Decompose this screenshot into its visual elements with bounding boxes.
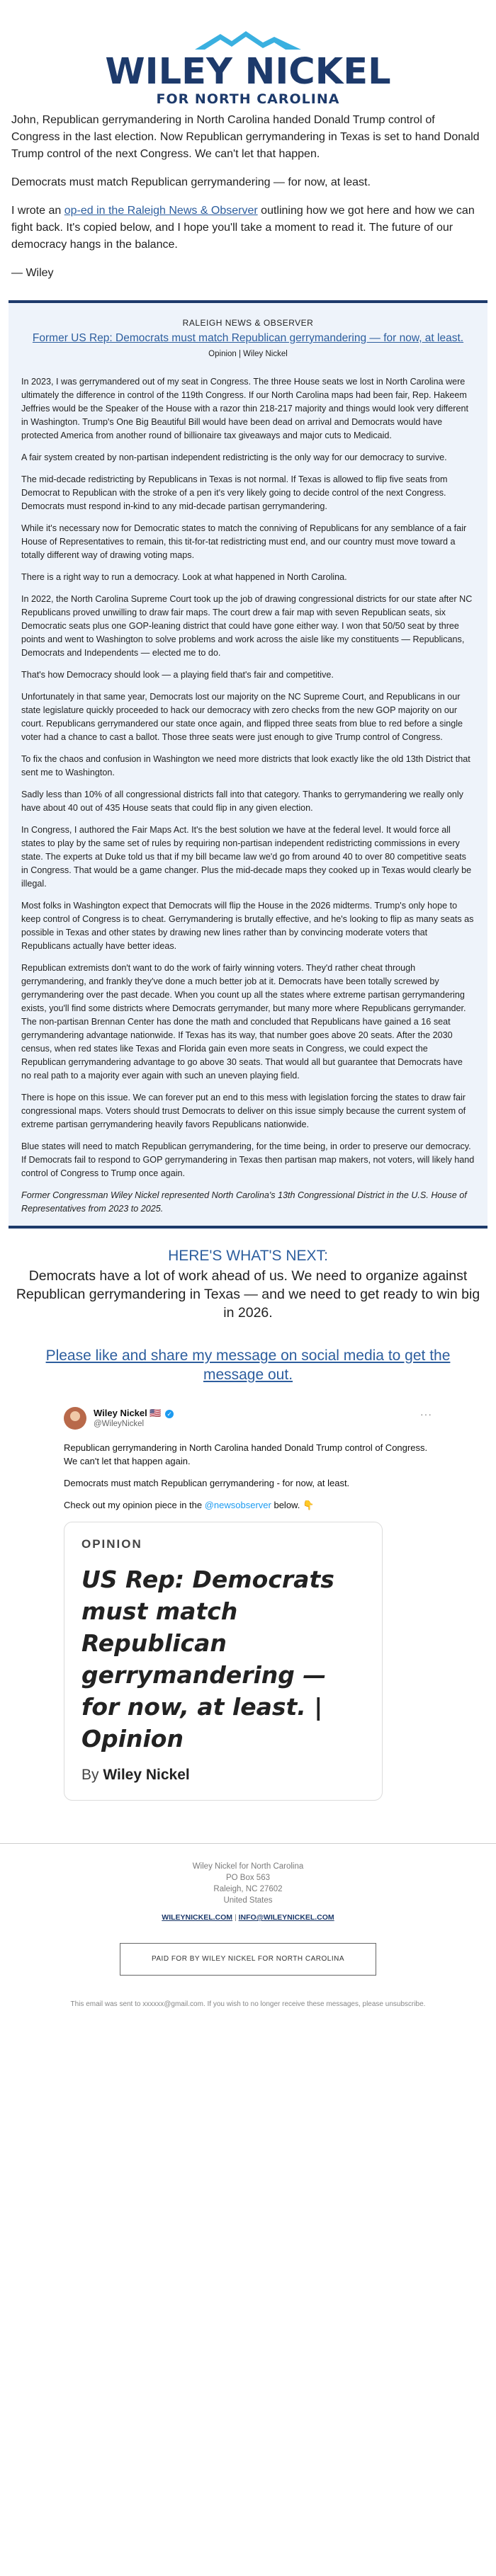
- article-paragraph: Sadly less than 10% of all congressional districts fall into that category. Thanks to gerrymandering we really only have about 40 out of 435 House seats that could flip in any given election.: [21, 790, 463, 813]
- footer-links: [0, 1912, 496, 1923]
- footer-country: United States: [223, 1896, 273, 1905]
- footer-city: Raleigh, NC 27602: [213, 1885, 283, 1893]
- mention-link[interactable]: @newsobserver: [204, 1500, 271, 1510]
- article-paragraph: There is a right way to run a democracy. Look at what happened in North Carolina.: [21, 572, 347, 582]
- link-preview-card[interactable]: [64, 1522, 383, 1801]
- article-title-link[interactable]: Former US Rep: Democrats must match Republican gerrymandering — for now, at least.: [32, 332, 464, 344]
- intro-paragraph: [11, 203, 485, 253]
- next-text: Democrats have a lot of work ahead of us. We need to organize against Republican gerrymandering in Texas — and we need to get ready to win big in 2026.: [16, 1268, 480, 1321]
- article-byline: Opinion | Wiley Nickel: [208, 350, 288, 358]
- intro-paragraph: John, Republican gerrymandering in North Carolina handed Donald Trump control of Congress in the last election. Now Republican gerrymandering in Texas is set to hand Donald Trump control of the next Congress. We can't let that happen.: [11, 114, 480, 160]
- article-title: [21, 331, 475, 346]
- article-paragraph: Blue states will need to match Republican gerrymandering, for the time being, in order to preserve our democracy. If Democrats fail to respond to GOP gerrymandering in Texas then partisan map makers, not voters, will likely hand control of Congress to Trump once again.: [21, 1141, 475, 1178]
- footer-separator: |: [232, 1913, 239, 1922]
- tweet-text: Republican gerrymandering in North Carolina handed Donald Trump control of Congress. We can't let that happen again.: [64, 1442, 428, 1466]
- card-byline: [81, 1766, 365, 1784]
- tweet-body: [64, 1441, 432, 1512]
- intro-text: I wrote an: [11, 205, 64, 217]
- article-paragraph: In 2022, the North Carolina Supreme Court took up the job of drawing congressional districts for our state after NC Republicans proved unwilling to draw fair maps. The court drew a fair map with seven Republican seats, six Democratic seats plus one GOP-leaning district that could have gone either way. I won that 50/50 seat by three points and went to Washington to solve problems and work across the aisle like my constituents — Republicans, Democrats and Independents — elected me to do.: [21, 594, 473, 658]
- card-title: US Rep: Democrats must match Republican gerrymandering — for now, at least. | Opinion: [81, 1566, 334, 1753]
- paid-for-disclaimer: PAID FOR BY WILEY NICKEL FOR NORTH CAROLINA: [120, 1943, 376, 1976]
- card-by-label: By: [81, 1767, 99, 1783]
- article-paragraph: To fix the chaos and confusion in Washington we need more districts that look exactly like the old 13th District that sent me to Washington.: [21, 754, 470, 777]
- footer-pobox: PO Box 563: [225, 1874, 270, 1882]
- unsubscribe-text[interactable]: This email was sent to xxxxxx@gmail.com. If you wish to no longer receive these messages, please unsubscribe.: [70, 2000, 426, 2008]
- email-link[interactable]: INFO@WILEYNICKEL.COM: [238, 1913, 334, 1922]
- intro-paragraph: Democrats must match Republican gerrymandering — for now, at least.: [11, 176, 371, 188]
- article-paragraph: In 2023, I was gerrymandered out of my seat in Congress. The three House seats we lost in North Carolina were ultimately the difference in control of the 119th Congress. If our North Carolina maps had been fair, Rep. Hakeem Jeffries would be the Speaker of the House with a razor thin 218-217 majority and things would look very different in Washington. Trump's One Big Beautiful Bill would have been dead on arrival and Democrats would have protected America from another round of billionaire tax giveaways and major cuts to Medicaid.: [21, 377, 468, 440]
- tweet-text: Democrats must match Republican gerrymandering - for now, at least.: [64, 1478, 350, 1488]
- logo-name: WILEY NICKEL: [105, 51, 391, 93]
- next-heading: HERE'S WHAT'S NEXT:: [168, 1248, 328, 1264]
- card-kicker: OPINION: [81, 1537, 142, 1551]
- op-ed-link[interactable]: op-ed in the Raleigh News & Observer: [64, 205, 258, 217]
- article-paragraph: The mid-decade redistricting by Republicans in Texas is not normal. If Texas is allowed to flip five seats from Democrat to Republican with the stroke of a pen it's very likely going to decide control of the next Congress. Democrats must respond in-kind to any mid-decade partisan gerrymandering.: [21, 474, 448, 511]
- card-author: Wiley Nickel: [103, 1767, 190, 1783]
- embedded-tweet[interactable]: [64, 1404, 432, 1815]
- tweet-handle: @WileyNickel: [94, 1420, 145, 1428]
- website-link[interactable]: WILEYNICKEL.COM: [162, 1913, 233, 1922]
- avatar: [64, 1407, 86, 1430]
- article-paragraph: While it's necessary now for Democratic states to match the conniving of Republicans for any semblance of a fair House of Representatives to remain, this tit-for-tat redistricting must end, and our country must move toward a totally different way of drawing voting maps.: [21, 523, 467, 560]
- article-paragraph: A fair system created by non-partisan independent redistricting is the only way for our democracy to survive.: [21, 452, 447, 462]
- tweet-text-part: Check out my opinion piece in the: [64, 1500, 205, 1510]
- article-paragraph: Republican extremists don't want to do the work of fairly winning voters. They'd rather cheat through gerrymandering, and frankly they've done a much better job at it. Democrats have been totally screwed by gerrymandering over the past decade. When you count up all the states where extreme partisan gerrymandering exists, you'll find some districts where Democrats gerrymander, but many more where Republicans gerrymander. The non-partisan Brennan Center has done the math and concluded that Republicans have gained a 16 seat gerrymandering advantage nationwide. If Texas has its way, that number goes above 20 seats. After the 2030 census, when red states like Texas and Florida gain even more seats in Congress, we could expect the Republican gerrymandering advantage to go above 30 seats. That would all but guarantee that Democrats have no real path to a majority ever again with such an uneven playing field.: [21, 963, 466, 1081]
- article-paragraph: There is hope on this issue. We can forever put an end to this mess with legislation forcing the states to draw fair congressional maps. Voters should trust Democrats to deliver on this issue simply because the current system of extreme partisan gerrymandering heavily favors Republicans nationwide.: [21, 1093, 466, 1129]
- article-source: RALEIGH NEWS & OBSERVER: [182, 318, 314, 328]
- footer-org: Wiley Nickel for North Carolina: [192, 1862, 304, 1871]
- intro-section: [0, 106, 496, 282]
- article-paragraph: That's how Democracy should look — a playing field that's fair and competitive.: [21, 670, 334, 680]
- share-link[interactable]: Please like and share my message on social media to get the message out.: [45, 1347, 451, 1383]
- tweet-text-part: below. 👇: [271, 1500, 315, 1510]
- tweet-author: [94, 1408, 174, 1429]
- signoff: — Wiley: [11, 267, 54, 279]
- campaign-logo: [0, 0, 496, 106]
- article-paragraph: In Congress, I authored the Fair Maps Act. It's the best solution we have at the federal level. It would force all states to play by the same set of rules by requiring non-partisan independent redistricting commissions in every state. The experts at Duke told us that if my bill became law we'd go from around 40 to over 80 competitive seats in Congress. That would be a game changer. Plus the mid-decade maps they cooked up in Texas would clearly be illegal.: [21, 825, 472, 889]
- tweet-header: [64, 1404, 432, 1432]
- verified-icon: ✓: [165, 1410, 174, 1418]
- footer: [0, 1844, 496, 1923]
- more-options-icon[interactable]: ···: [420, 1408, 432, 1420]
- intro-text: outlining how we got here and how we can fight back. It's copied below, and I hope you'll take a moment to read it. The future of our democracy hangs in the balance.: [11, 205, 475, 251]
- article-body: [21, 375, 475, 1180]
- article-footnote: Former Congressman Wiley Nickel represented North Carolina's 13th Congressional District in the U.S. House of Representatives from 2023 to 2025.: [21, 1190, 467, 1214]
- tweet-author-name: Wiley Nickel 🇺🇸: [94, 1408, 162, 1418]
- article-paragraph: Most folks in Washington expect that Democrats will flip the House in the 2026 midterms. Trump's only hope to keep control of Congress is to cheat. Gerrymandering is brutally effective, and he's looking to flip as many seats as possible in Texas and other states by drawing new lines rather than by convincing moderate voters that Republicans actually have better ideas.: [21, 901, 474, 951]
- article-paragraph: Unfortunately in that same year, Democrats lost our majority on the NC Supreme Court, and Republicans in our state legislature quickly proceeded to hack our democracy with zero checks from the new GOP majority on our court. Republicans gerrymandered our state once again, and flipped three seats from blue to red before a single voter had a chance to cast a ballot. Those three seats were just enough to give Trump control of Congress.: [21, 692, 463, 742]
- logo-subtitle: FOR NORTH CAROLINA: [156, 91, 340, 107]
- tweet-text: [64, 1498, 432, 1512]
- mountains-logo-icon: [195, 28, 301, 52]
- op-ed-article: [9, 300, 487, 1229]
